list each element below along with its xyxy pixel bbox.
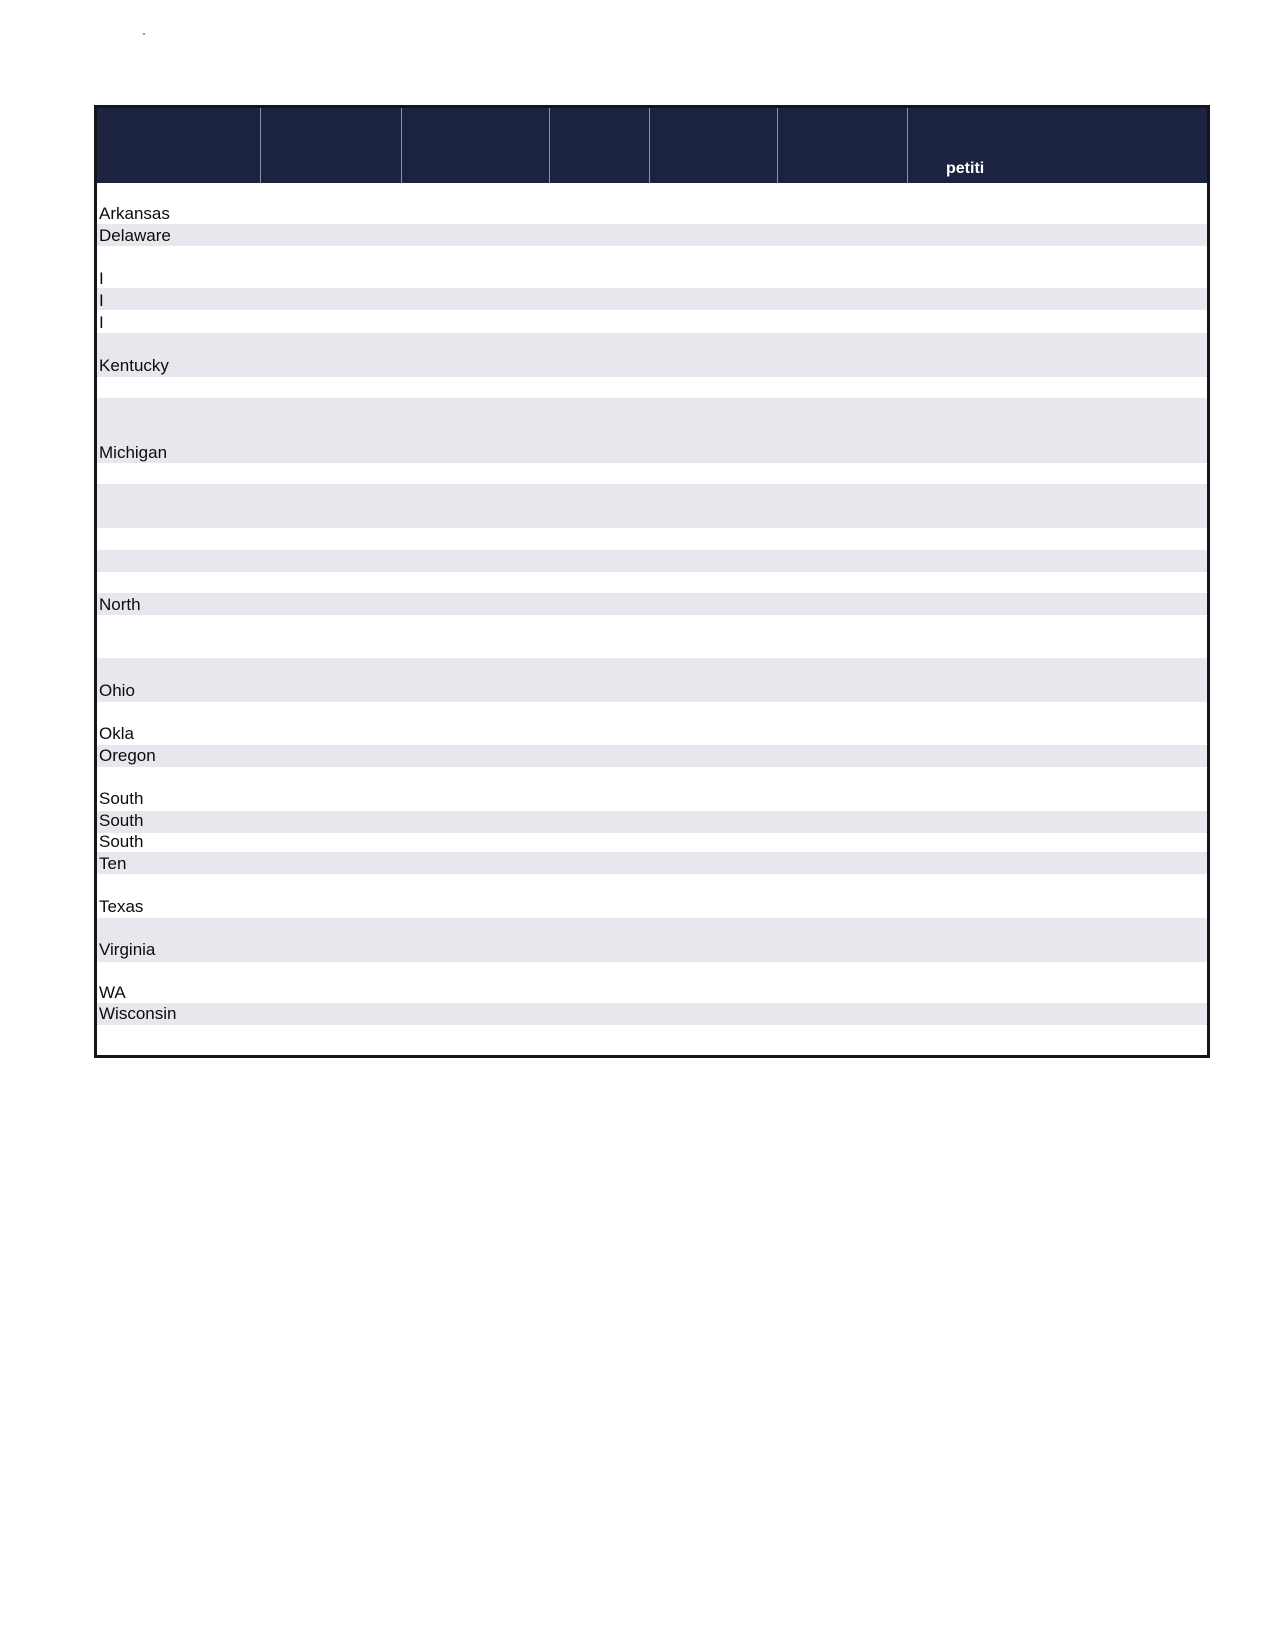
table-row-band (97, 811, 1207, 833)
header-column-divider (649, 108, 650, 183)
table-row-band (97, 224, 1207, 246)
state-label: Delaware (99, 226, 171, 245)
state-label: Texas (99, 897, 144, 916)
state-label: I (99, 291, 104, 310)
header-column-divider (260, 108, 261, 183)
scan-speck (143, 33, 145, 35)
table-row-band (97, 484, 1207, 528)
state-label: South (99, 789, 144, 808)
state-summary-table (94, 105, 1210, 1058)
state-label: Okla (99, 724, 134, 743)
table-row-band (97, 398, 1207, 463)
state-label: South (99, 832, 144, 851)
state-label: Michigan (99, 443, 168, 462)
state-label: Ten (99, 854, 127, 873)
state-label: I (99, 269, 104, 288)
state-label: Arkansas (99, 204, 170, 223)
table-row-band (97, 288, 1207, 310)
state-label: Virginia (99, 940, 156, 959)
header-column-divider (401, 108, 402, 183)
table-row-band (97, 550, 1207, 572)
header-column-divider (777, 108, 778, 183)
header-column-label: petiti (946, 160, 985, 177)
table-row-band (97, 658, 1207, 702)
state-label: WA (99, 983, 126, 1002)
table-row-band (97, 745, 1207, 767)
table-row-band (97, 593, 1207, 615)
state-label: Kentucky (99, 356, 169, 375)
state-label: Oregon (99, 746, 156, 765)
table-row-band (97, 1003, 1207, 1025)
table-row-band (97, 918, 1207, 962)
table-header (97, 108, 1207, 183)
state-label: Wisconsin (99, 1004, 177, 1023)
header-column-divider (907, 108, 908, 183)
table-row-band (97, 333, 1207, 377)
table-row-band (97, 852, 1207, 874)
state-label: Ohio (99, 681, 135, 700)
header-column-divider (549, 108, 550, 183)
state-label: I (99, 313, 104, 332)
state-label: North (99, 595, 141, 614)
state-label: South (99, 811, 144, 830)
